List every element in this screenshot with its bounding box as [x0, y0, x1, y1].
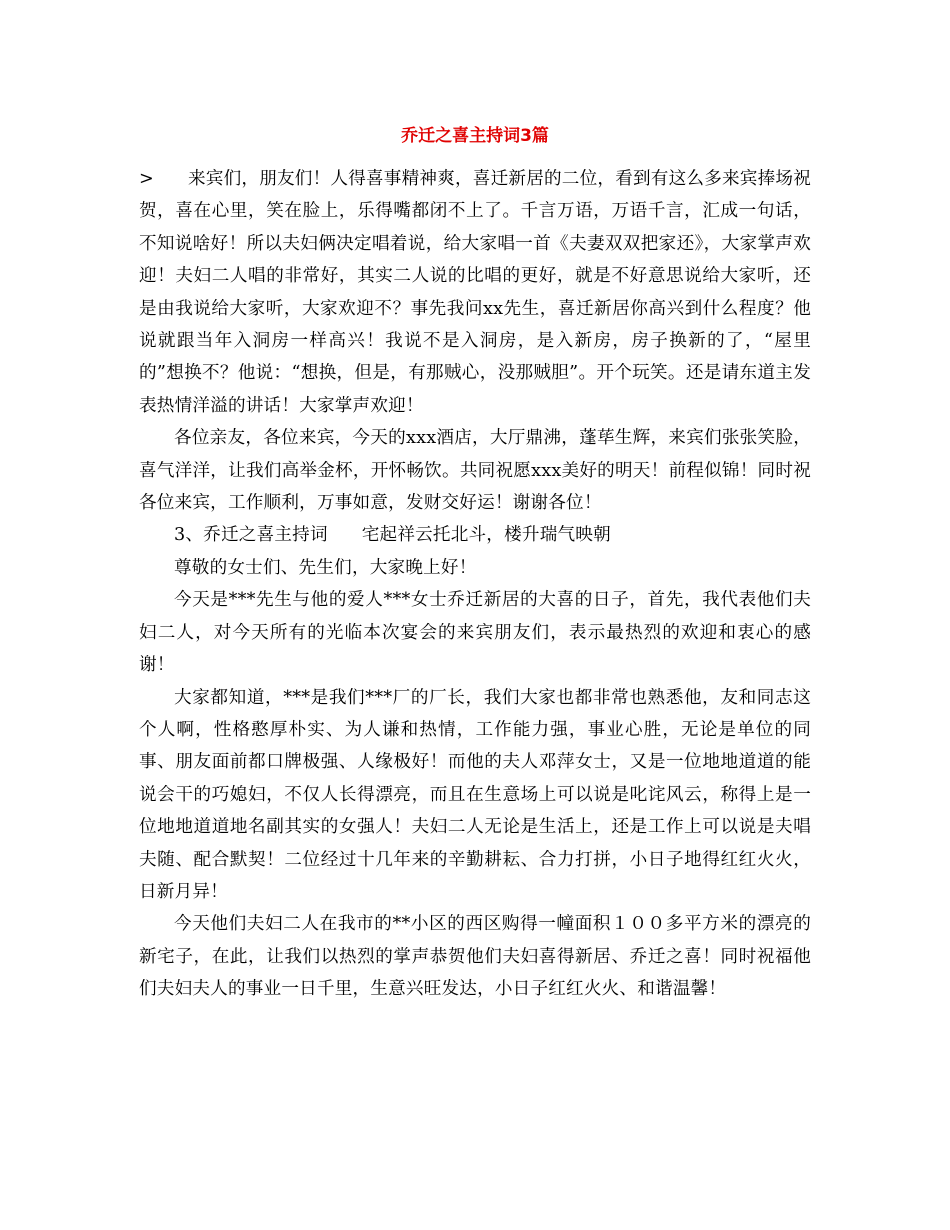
document-title: 乔迁之喜主持词3篇 [401, 126, 549, 146]
document-body [139, 163, 811, 1006]
paragraph-6: 今天他们夫妇二人在我市的**小区的西区购得一幢面积１００多平方米的漂亮的新宅子，在此，让我们以热烈的掌声恭贺他们夫妇喜得新居、乔迁之喜！同时祝福他们夫妇夫人的事业一日千里，生意兴旺发达，小日子红红火火、和谐温馨！ [139, 914, 811, 1000]
paragraph-4: 今天是***先生与他的爱人***女士乔迁新居的大喜的日子，首先，我代表他们夫妇二人，对今天所有的光临本次宴会的来宾朋友们，表示最热烈的欢迎和衷心的感谢！ [139, 590, 811, 676]
paragraph-5: 大家都知道，***是我们***厂的厂长，我们大家也都非常也熟悉他，友和同志这个人啊，性格憨厚朴实、为人谦和热情，工作能力强，事业心胜，无论是单位的同事、朋友面前都口牌极强、人缘极好！而他的夫人邓萍女士，又是一位地地道道的能说会干的巧媳妇，不仅人长得漂亮，而且在生意场上可以说是叱诧风云，称得上是一位地地道道地名副其实的女强人！夫妇二人无论是生活上，还是工作上可以说是夫唱夫随、配合默契！二位经过十几年来的辛勤耕耘、合力打拼，小日子地得红红火火，日新月异！ [139, 687, 811, 902]
paragraph-2: 各位亲友，各位来宾，今天的xxx酒店，大厅鼎沸，蓬荜生辉，来宾们张张笑脸，喜气洋洋，让我们高举金杯，开怀畅饮。共同祝愿xxx美好的明天！前程似锦！同时祝各位来宾，工作顺利，万事如意，发财交好运！谢谢各位！ [139, 428, 811, 514]
section-heading-3-label: 3、乔迁之喜主持词 [174, 525, 328, 546]
section-heading-3-couplet: 宅起祥云托北斗，楼升瑞气映朝 [361, 525, 611, 546]
section-heading-3 [139, 519, 811, 551]
paragraph-1 [139, 163, 811, 422]
bullet-marker: > [139, 169, 154, 189]
paragraph-1-text: 来宾们，朋友们！人得喜事精神爽，喜迁新居的二位，看到有这么多来宾捧场祝贺，喜在心里，笑在脸上，乐得嘴都闭不上了。千言万语，万语千言，汇成一句话，不知说啥好！所以夫妇俩决定唱着说，给大家唱一首《夫妻双双把家还》，大家掌声欢迎！夫妇二人唱的非常好，其实二人说的比唱的更好，就是不好意思说给大家听，还是由我说给大家听，大家欢迎不？事先我问xx先生，喜迁新居你高兴到什么程度？他说就跟当年入洞房一样高兴！我说不是入洞房，是入新房，房子换新的了，“屋里的”想换不？他说：“想换，但是，有那贼心，没那贼胆”。开个玩笑。还是请东道主发表热情洋溢的讲话！大家掌声欢迎！ [139, 169, 811, 416]
paragraph-greeting: 尊敬的女士们、先生们，大家晚上好！ [174, 557, 477, 578]
